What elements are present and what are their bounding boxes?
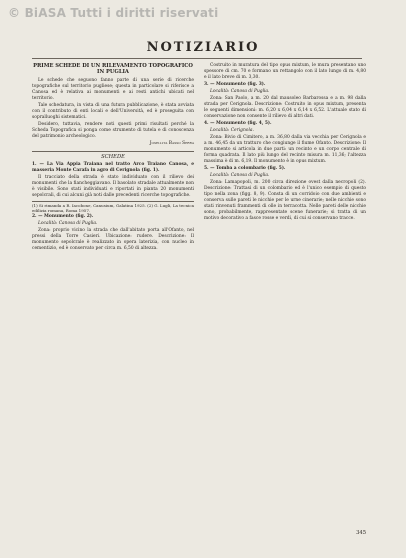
entry-heading: 1. — La Via Appia Traiana nel tratto Arco Traiano Canosa, e masseria Monte Carafa in agro di Cerignola (fig. 1). xyxy=(32,162,194,173)
entry-location: Località: Cerignola. xyxy=(210,128,254,133)
intro-paragraph: Tale schedatura, in vista di una futura pubblicazione, è stata avviata con il contributo di enti locali e dell'Università, ed è proseguita con sopralluoghi sistematici. xyxy=(32,103,194,120)
entry-text: Costruito in muratura del tipo opus mixtum, le mura presentano uno spessore di cm. 70 e formano un rettangolo con il lato lungo di m. 4,80 e il lato breve di m. 3,30. xyxy=(204,63,366,80)
watermark: © BiASA Tutti i diritti riservati xyxy=(8,6,219,20)
entry-text: Zona: proprio vicino la strada che dall'abitato porta all'Ofanto, nel pressi della Torre Casieri. Ubicazione: rudere. Descrizione: Il monumento sepolcrale è realizzato in opera laterizia, con nucleo in cementizio, ed è conservato per circa m. 6,50 di altezza. xyxy=(32,227,194,251)
running-head: NOTIZIARIO xyxy=(146,40,260,55)
entry-heading: 3. — Monumento (fig. 3). xyxy=(204,82,266,87)
entry-text: Zona: San Paolo, a m. 20 dal mausoleo Barbarossa e a m. 98 dalla strada per Cerignola. Descrizione: Costruito in opus mixtum, presenta le seguenti dimensioni: m. 6,20 x 6,04 x 6,14 x 6,52. L'attuale stato di conservazione non consente il rilievo di altri dati. xyxy=(204,96,366,119)
entry-text: Zona: Lamapopoli, m. 200 circa direzione ovest dalla necropoli (2). Descrizione: Trattasi di un colombario ed è l'unico esempio di questo tipo nella zona (figg. 8, 9). Consta di un corridoio con due ambienti e conserva sulle pareti le nicchie per le urne cinerarie; nelle nicchie sono stati rinvenuti frammenti di olle in terracotta. Nelle pareti delle nicchie sono, probabilmente, rappresentate scene funerarie; si tratta di un motivo decorativo a fasce rosse e verdi, di cui si conservano tracce. xyxy=(204,180,366,221)
entry-text: Il tracciato della strada è stato individuato con il rilievo dei monumenti che la fiancheggiavano. Il basolato stradale attualmente non è visibile. Sono stati individuati e riportati in pianta 20 monumenti sepolcrali, di cui alcuni già noti dalle precedenti ricerche topografiche. xyxy=(32,175,194,198)
author-signature: Josellita Basso Serra xyxy=(149,141,194,146)
entry-heading: 4. — Monumento (fig. 4, 5). xyxy=(204,121,272,126)
section-heading: SCHEDE xyxy=(32,151,194,160)
page-number: 345 xyxy=(356,530,366,536)
entry-location: Località: Canosa di Puglia. xyxy=(210,173,270,178)
header-rule xyxy=(32,58,362,59)
right-column xyxy=(204,63,366,223)
footnotes: (1) Si rimanda a R. Iacobone, Canusium, Galatina 1925. (2) G. Lugli, La tecnica edilizia romana, Roma 1957. xyxy=(32,203,194,214)
article-title: PRIME SCHEDE DI UN RILEVAMENTO TOPOGRAFICO IN PUGLIA xyxy=(33,63,193,75)
entry-heading: 2. — Monumento (fig. 2). xyxy=(32,213,94,219)
intro-paragraph: Le schede che seguono fanno parte di una serie di ricerche topografiche sul territorio pugliese; questa in particolare si riferisce a Canosa ed è relativa ai monumenti e ai resti antichi ubicati nel territorio. xyxy=(32,78,194,101)
intro-paragraph: Desidero, tuttavia, rendere noti questi primi risultati perché la Scheda Topografica si ponga come strumento di tutela e di conoscenza del patrimonio archeologico. xyxy=(32,122,194,139)
entry-location: Località: Canosa di Puglia. xyxy=(210,89,270,94)
entry-heading: 5. — Tomba a colombario (fig. 5). xyxy=(204,166,286,171)
left-column xyxy=(32,63,194,253)
entry-location: Località: Canosa di Puglia. xyxy=(38,220,98,226)
entry-text: Zona: Bivio di Cimitero, a m. 36,80 dalla via vecchia per Cerignola e a m. 46,45 da un tratturo che congiunge il fiume Ofanto. Descrizione: Il monumento si articola in due parti: un recinto e un corpo centrale di forma quadrata. Il lato più lungo del recinto misura m. 11,36; l'altezza massima è di m. 6,19. Il monumento è in opus mixtum. xyxy=(204,135,366,164)
